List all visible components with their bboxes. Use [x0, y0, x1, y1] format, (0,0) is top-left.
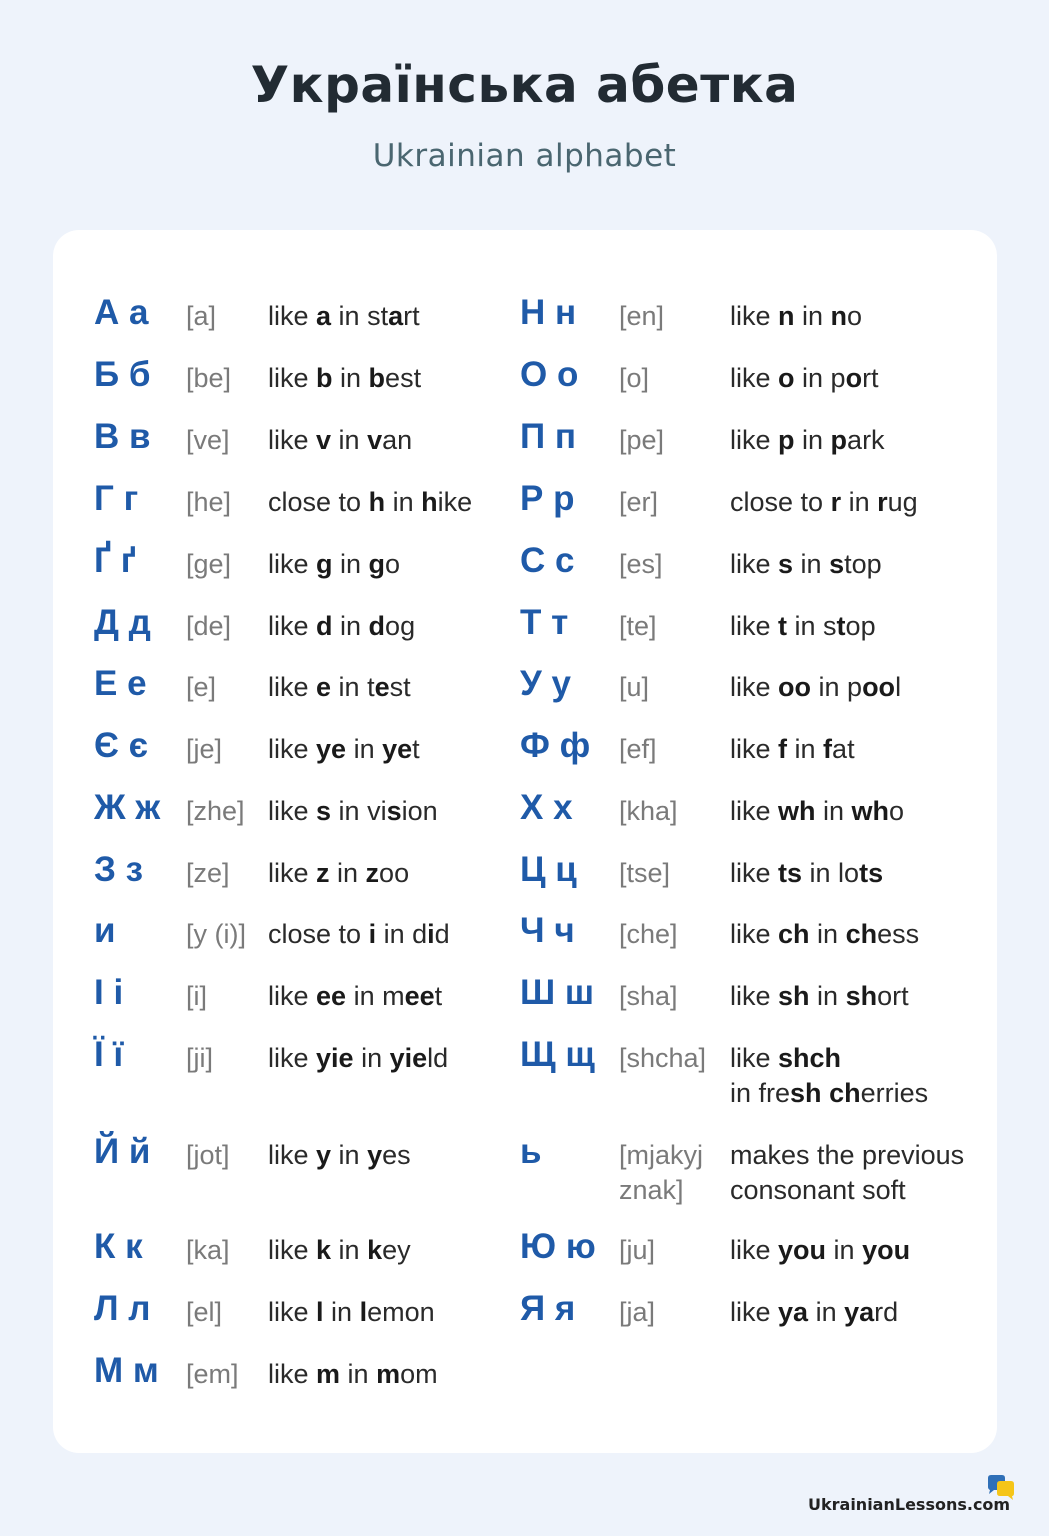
- letter: Ґ ґ: [94, 541, 137, 580]
- transliteration: [ve]: [186, 425, 230, 455]
- transliteration: [er]: [619, 487, 659, 517]
- transliteration: [jot]: [186, 1140, 230, 1170]
- pronunciation: like yie in yield: [268, 1043, 449, 1073]
- pronunciation: like you in you: [730, 1235, 911, 1265]
- page-title: Українська абетка: [250, 56, 799, 114]
- letter: З з: [94, 850, 144, 889]
- letter: ь: [520, 1132, 542, 1171]
- transliteration: [ji]: [186, 1043, 213, 1073]
- transliteration: [ef]: [619, 734, 657, 764]
- letter: Е е: [94, 664, 147, 703]
- transliteration: [he]: [186, 487, 232, 517]
- transliteration: [de]: [186, 611, 232, 641]
- letter: В в: [94, 417, 151, 456]
- transliteration: [te]: [619, 611, 657, 641]
- letter: Р р: [520, 479, 575, 518]
- letter: Ф ф: [520, 726, 591, 765]
- pronunciation: like oo in pool: [730, 672, 902, 702]
- letter: М м: [94, 1351, 159, 1390]
- transliteration: [ge]: [186, 549, 232, 579]
- pronunciation: like sh in short: [730, 981, 909, 1011]
- pronunciation: like wh in who: [730, 796, 905, 826]
- transliteration: [el]: [186, 1297, 223, 1327]
- letter: Н н: [520, 293, 577, 332]
- transliteration: [ze]: [186, 858, 230, 888]
- letter: Г г: [94, 479, 139, 518]
- transliteration: [em]: [186, 1359, 239, 1389]
- letter: У у: [520, 664, 571, 703]
- transliteration: [kha]: [619, 796, 678, 826]
- pronunciation: like s in vision: [268, 796, 438, 826]
- pronunciation: like f in fat: [730, 734, 855, 764]
- transliteration: [ju]: [619, 1235, 656, 1265]
- letter: и: [94, 911, 116, 950]
- letter: Т т: [520, 603, 569, 642]
- letter: Ї ї: [94, 1035, 124, 1074]
- letter: Ш ш: [520, 973, 595, 1012]
- letter: Д д: [94, 603, 151, 642]
- pronunciation: like b in best: [268, 363, 422, 393]
- letter: І і: [94, 973, 124, 1012]
- pronunciation: close to r in rug: [730, 487, 918, 517]
- pronunciation: close to h in hike: [268, 487, 473, 517]
- transliteration: [zhe]: [186, 796, 245, 826]
- pronunciation: like ye in yet: [268, 734, 420, 764]
- transliteration: [ka]: [186, 1235, 230, 1265]
- pronunciation: like l in lemon: [268, 1297, 435, 1327]
- pronunciation: like y in yes: [268, 1140, 411, 1170]
- letter: Щ щ: [520, 1035, 595, 1074]
- transliteration: [u]: [619, 672, 650, 702]
- transliteration: [je]: [186, 734, 223, 764]
- letter: С с: [520, 541, 575, 580]
- letter: Ю ю: [520, 1227, 596, 1266]
- page-subtitle: Ukrainian alphabet: [372, 138, 677, 174]
- pronunciation: makes the previous consonant soft: [730, 1140, 965, 1205]
- letter: Л л: [94, 1289, 151, 1328]
- letter: Й й: [94, 1132, 151, 1171]
- pronunciation: like v in van: [268, 425, 413, 455]
- pronunciation: like s in stop: [730, 549, 882, 579]
- pronunciation: like ee in meet: [268, 981, 443, 1011]
- letter: Б б: [94, 355, 151, 394]
- pronunciation: like ya in yard: [730, 1297, 899, 1327]
- pronunciation: like n in no: [730, 301, 863, 331]
- letter: Х х: [520, 788, 573, 827]
- pronunciation: like z in zoo: [268, 858, 410, 888]
- letter: П п: [520, 417, 577, 456]
- pronunciation: like d in dog: [268, 611, 416, 641]
- letter: Є є: [94, 726, 148, 765]
- pronunciation: like shch in fresh cherries: [730, 1043, 929, 1108]
- letter: А а: [94, 293, 149, 332]
- alphabet-card: [53, 230, 997, 1453]
- pronunciation: like e in test: [268, 672, 411, 702]
- letter: Я я: [520, 1289, 576, 1328]
- pronunciation: like p in park: [730, 425, 885, 455]
- transliteration: [y (i)]: [186, 919, 246, 949]
- pronunciation: like g in go: [268, 549, 401, 579]
- footer-site: UkrainianLessons.com: [808, 1495, 1011, 1514]
- transliteration: [sha]: [619, 981, 678, 1011]
- transliteration: [be]: [186, 363, 232, 393]
- transliteration: [ja]: [619, 1297, 656, 1327]
- letter: Ц ц: [520, 850, 577, 889]
- pronunciation: like ch in chess: [730, 919, 920, 949]
- pronunciation: like k in key: [268, 1235, 411, 1265]
- transliteration: [pe]: [619, 425, 665, 455]
- transliteration: [e]: [186, 672, 217, 702]
- pronunciation: like m in mom: [268, 1359, 438, 1389]
- pronunciation: close to i in did: [268, 919, 450, 949]
- transliteration: [che]: [619, 919, 678, 949]
- transliteration: [shcha]: [619, 1043, 707, 1073]
- pronunciation: like o in port: [730, 363, 879, 393]
- transliteration: [en]: [619, 301, 665, 331]
- pronunciation: like t in stop: [730, 611, 876, 641]
- letter: Ч ч: [520, 911, 575, 950]
- transliteration: [mjakyj znak]: [619, 1140, 704, 1205]
- transliteration: [a]: [186, 301, 217, 331]
- letter: Ж ж: [94, 788, 161, 827]
- transliteration: [i]: [186, 981, 208, 1011]
- letter: О о: [520, 355, 579, 394]
- pronunciation: like a in start: [268, 301, 420, 331]
- letter: К к: [94, 1227, 143, 1266]
- transliteration: [o]: [619, 363, 650, 393]
- transliteration: [tse]: [619, 858, 671, 888]
- pronunciation: like ts in lots: [730, 858, 884, 888]
- transliteration: [es]: [619, 549, 663, 579]
